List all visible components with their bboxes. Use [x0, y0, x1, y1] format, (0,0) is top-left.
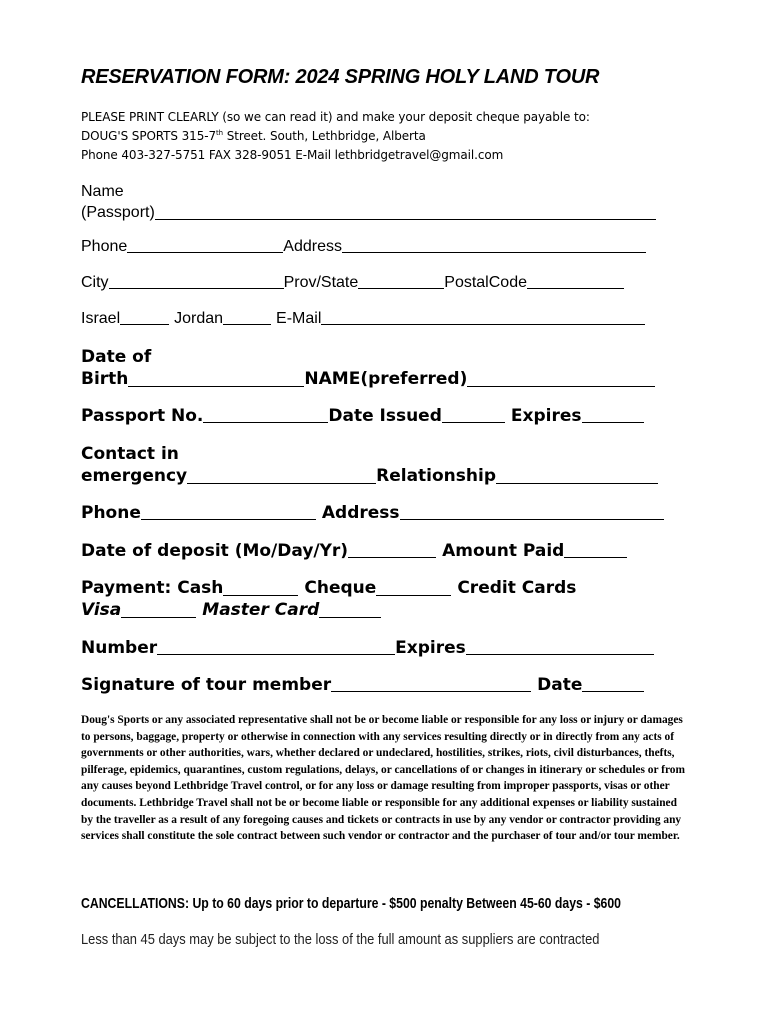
liability-disclaimer: Doug's Sports or any associated representative shall not be or become liable or responsible for any loss or injury or damages to persons, baggage, property or otherwise in connection with any services resulting directly or in directly from any acts of governments or other authorities, wars, whether declared or undeclared, hostilities, strikes, riots, civil disturbances, thefts, pilferage, epidemics, quarantines, custom regulations, delays, or cancellations of or changes in itinerary or schedules or from any causes beyond Lethbridge Travel control, or for any loss or damage resulting from improper passports, visas or other documents. Lethbridge Travel shall not be or become liable or responsible for any additional expenses or liability sustained by the traveller as a result of any foregoing causes and tickets or contracts in use by any vendor or contractor providing any services shall constitute the sole contract between such vendor or contractor and the purchaser of tour and/or tour member.	[81, 714, 685, 843]
postal-code-label: PostalCode	[444, 274, 527, 291]
emergency-address-label: Address	[321, 503, 400, 523]
jordan-input-line[interactable]	[223, 323, 271, 325]
cancellation-note: Less than 45 days may be subject to the loss of the full amount as suppliers are contracted	[81, 931, 600, 948]
intro-line-1: PLEASE PRINT CLEARLY (so we can read it) and make your deposit cheque payable to:	[81, 110, 590, 124]
cancellation-policy: CANCELLATIONS: Up to 60 days prior to departure - $500 penalty Between 45-60 days - $600	[81, 896, 622, 912]
name-label: Name	[81, 183, 124, 200]
expires-label: Expires	[510, 406, 582, 426]
expires-input-line[interactable]	[582, 421, 644, 423]
dob-name-preferred-field	[81, 346, 655, 390]
intro-address-end: Street. South, Lethbridge, Alberta	[222, 129, 426, 143]
name-passport-field	[81, 181, 656, 223]
postal-code-input-line[interactable]	[527, 287, 624, 289]
signature-date-label: Date	[537, 675, 583, 695]
visa-label: Visa	[81, 600, 122, 620]
amount-paid-label: Amount Paid	[442, 541, 565, 561]
prov-state-label: Prov/State	[283, 274, 359, 291]
emergency-phone-input-line[interactable]	[141, 518, 316, 520]
phone-input-line[interactable]	[127, 251, 283, 253]
jordan-label: Jordan	[174, 310, 224, 327]
name-preferred-label: NAME(preferred)	[304, 369, 468, 389]
phone-address-row	[81, 238, 646, 256]
card-expires-label: Expires	[395, 638, 466, 658]
emergency-address-input-line[interactable]	[400, 518, 664, 520]
payment-field	[81, 577, 576, 621]
intro-line-3: Phone 403-327-5751 FAX 328-9051 E-Mail lethbridgetravel@gmail.com	[81, 148, 504, 162]
emergency-input-line[interactable]	[187, 482, 376, 484]
card-number-input-line[interactable]	[157, 653, 395, 655]
deposit-row	[81, 541, 627, 561]
address-label: Address	[283, 238, 342, 255]
relationship-input-line[interactable]	[496, 482, 658, 484]
visa-input-line[interactable]	[121, 616, 196, 618]
emergency-phone-address-row	[81, 503, 664, 523]
address-input-line[interactable]	[342, 251, 646, 253]
cheque-input-line[interactable]	[376, 594, 451, 596]
emergency-contact-field	[81, 443, 658, 487]
israel-jordan-email-row	[81, 310, 645, 328]
card-expires-input-line[interactable]	[466, 653, 654, 655]
email-label: E-Mail	[276, 310, 322, 327]
phone-label: Phone	[81, 238, 128, 255]
payment-cash-label: Payment: Cash	[81, 578, 224, 598]
contact-in-label: Contact in	[81, 444, 179, 464]
amount-paid-input-line[interactable]	[564, 556, 627, 558]
name-passport-input-line[interactable]	[155, 218, 656, 220]
israel-input-line[interactable]	[120, 323, 169, 325]
cheque-label: Cheque	[304, 578, 377, 598]
email-input-line[interactable]	[321, 323, 645, 325]
birth-input-line[interactable]	[128, 385, 304, 387]
intro-address-start: DOUG'S SPORTS 315-7	[81, 129, 216, 143]
prov-state-input-line[interactable]	[358, 287, 444, 289]
name-preferred-input-line[interactable]	[467, 385, 655, 387]
city-prov-postal-row	[81, 274, 624, 292]
signature-row	[81, 675, 644, 695]
date-issued-label: Date Issued	[328, 406, 442, 426]
passport-no-input-line[interactable]	[203, 421, 328, 423]
form-title: RESERVATION FORM: 2024 SPRING HOLY LAND TOUR	[81, 66, 600, 88]
signature-label: Signature of tour member	[81, 675, 332, 695]
city-label: City	[81, 274, 109, 291]
relationship-label: Relationship	[376, 466, 496, 486]
intro-line-2	[81, 129, 426, 143]
card-number-row	[81, 638, 654, 658]
emergency-phone-label: Phone	[81, 503, 141, 523]
signature-input-line[interactable]	[331, 690, 531, 692]
emergency-label: emergency	[81, 466, 188, 486]
date-of-label: Date of	[81, 347, 152, 367]
cash-input-line[interactable]	[223, 594, 298, 596]
master-card-input-line[interactable]	[319, 616, 381, 618]
date-of-deposit-input-line[interactable]	[348, 556, 436, 558]
passport-row	[81, 406, 644, 426]
date-of-deposit-label: Date of deposit (Mo/Day/Yr)	[81, 541, 349, 561]
city-input-line[interactable]	[109, 287, 284, 289]
card-number-label: Number	[81, 638, 158, 658]
date-issued-input-line[interactable]	[442, 421, 505, 423]
israel-label: Israel	[81, 310, 121, 327]
credit-cards-label: Credit Cards	[457, 578, 577, 598]
intro-address-sup: th	[216, 129, 223, 137]
passport-label: (Passport)	[81, 204, 155, 221]
passport-no-label: Passport No.	[81, 406, 204, 426]
birth-label: Birth	[81, 369, 129, 389]
signature-date-input-line[interactable]	[582, 690, 644, 692]
master-card-label: Master Card	[202, 600, 320, 620]
